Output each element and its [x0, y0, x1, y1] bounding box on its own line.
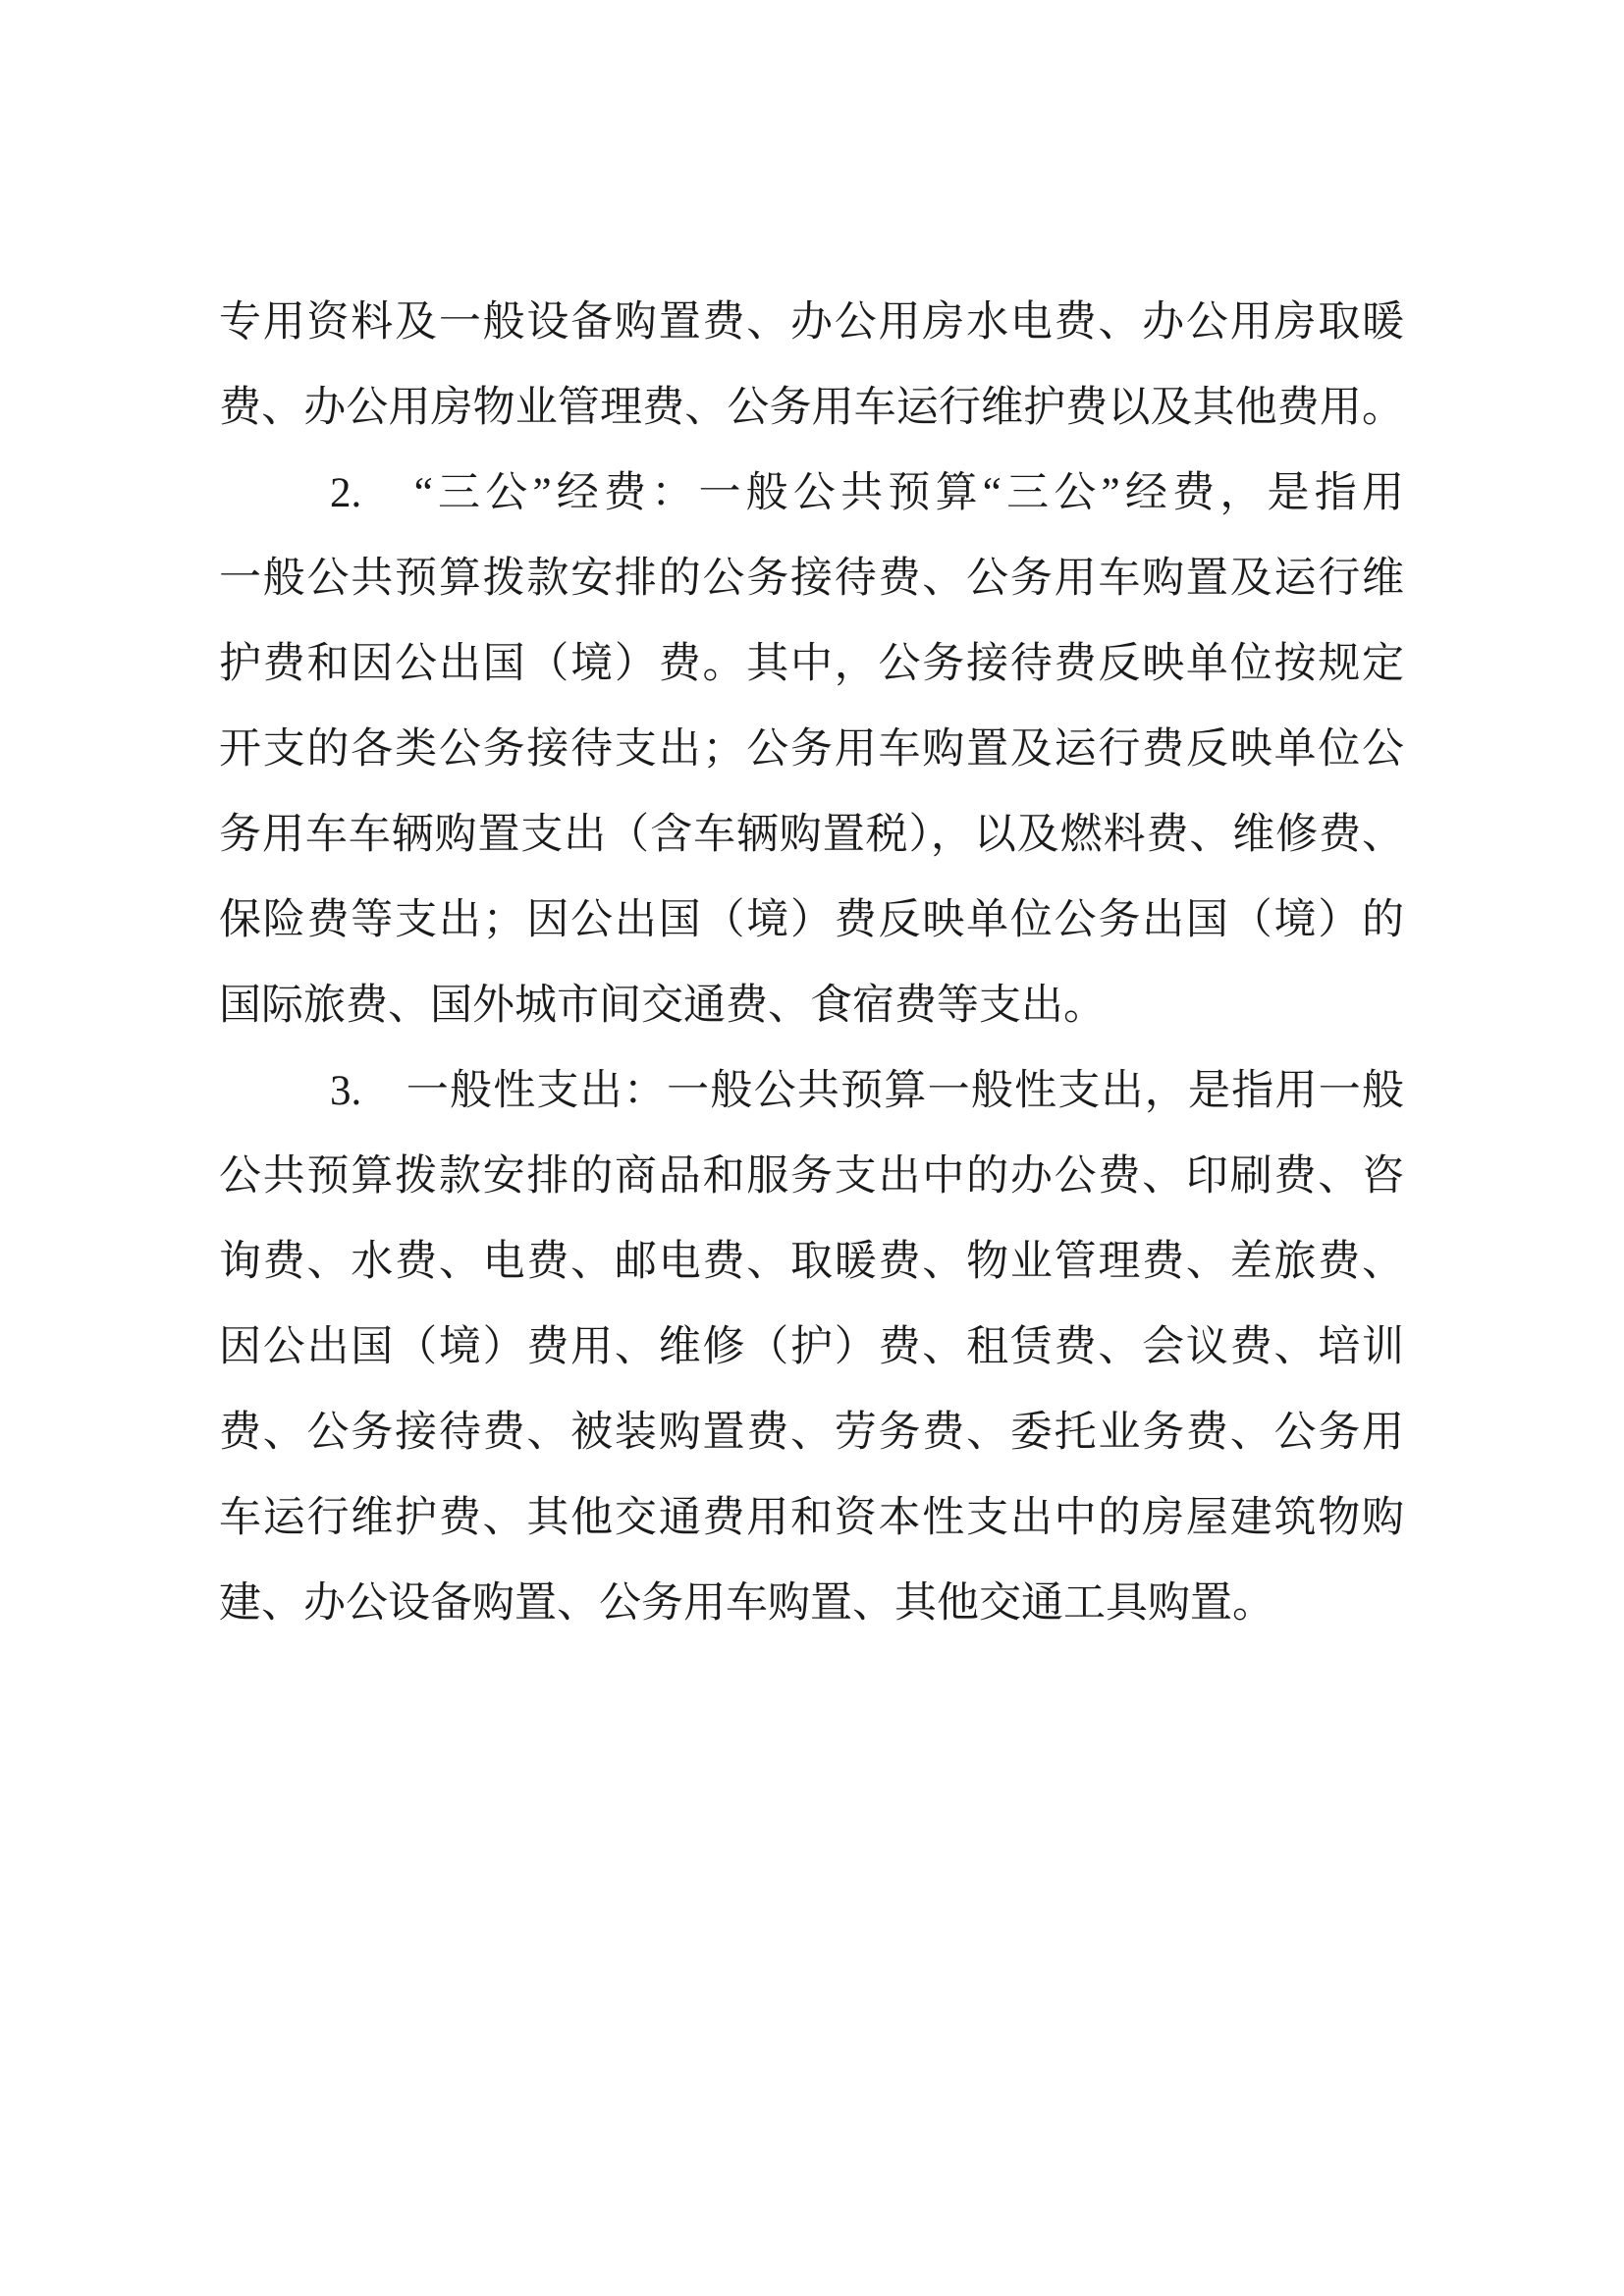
text-line: 公共预算拨款安排的商品和服务支出中的办公费、印刷费、咨: [219, 1153, 1404, 1200]
text-line: 专用资料及一般设备购置费、办公用房水电费、办公用房取暖: [219, 299, 1404, 346]
paragraph-continuation: [219, 280, 1404, 451]
paragraph-item-3: [219, 1048, 1404, 1646]
text-line: 保险费等支出；因公出国（境）费反映单位公务出国（境）的: [219, 897, 1404, 943]
text-line: 一般公共预算拨款安排的公务接待费、公务用车购置及运行维: [219, 556, 1404, 602]
text-block: [219, 280, 1404, 1646]
text-line: 护费和因公出国（境）费。其中，公务接待费反映单位按规定: [219, 641, 1404, 687]
text-line: 费、公务接待费、被装购置费、劳务费、委托业务费、公务用: [219, 1410, 1404, 1456]
text-line: 费、办公用房物业管理费、公务用车运行维护费以及其他费用。: [219, 385, 1404, 431]
text-line: 务用车车辆购置支出（含车辆购置税），以及燃料费、维修费、: [219, 812, 1404, 858]
text-line: 国际旅费、国外城市间交通费、食宿费等支出。: [219, 983, 1106, 1029]
text-line: 建、办公设备购置、公务用车购置、其他交通工具购置。: [219, 1580, 1274, 1627]
text-line: 2. “三公”经费：一般公共预算“三公”经费，是指用: [330, 470, 1404, 516]
text-line: 因公出国（境）费用、维修（护）费、租赁费、会议费、培训: [219, 1324, 1404, 1370]
text-line: 开支的各类公务接待支出；公务用车购置及运行费反映单位公: [219, 726, 1404, 773]
text-line: 询费、水费、电费、邮电费、取暖费、物业管理费、差旅费、: [219, 1239, 1404, 1285]
text-line: 3. 一般性支出：一般公共预算一般性支出，是指用一般: [330, 1068, 1404, 1114]
paragraph-item-2: [219, 451, 1404, 1048]
text-line: 车运行维护费、其他交通费用和资本性支出中的房屋建筑物购: [219, 1495, 1404, 1541]
